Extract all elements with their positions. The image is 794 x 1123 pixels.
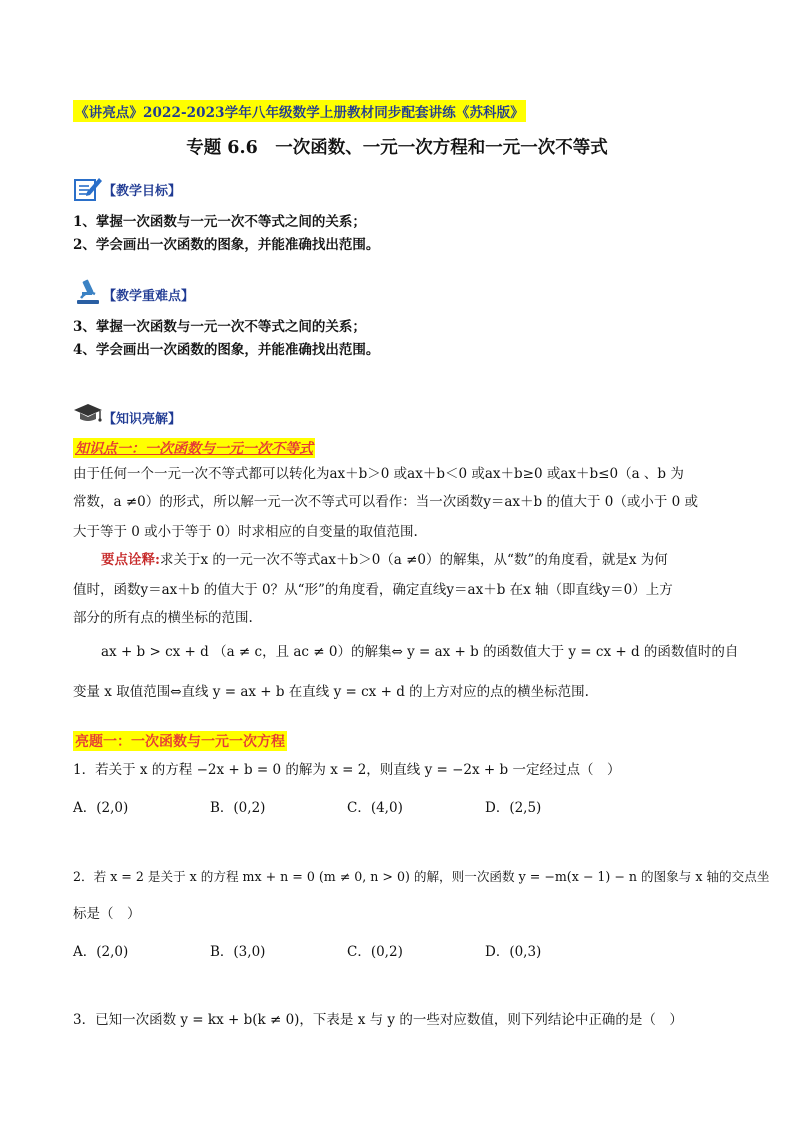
q2-option-a: A．(2,0) [73,944,129,960]
note-label: 要点诠释: [101,552,160,568]
problem-section-title: 亮题一：一次函数与一元一次方程 [73,731,287,751]
goal-item-1: 1、掌握一次函数与一元一次不等式之间的关系； [73,214,366,230]
knowledge-point-title: 知识点一：一次函数与一元一次不等式 [73,438,315,458]
microscope-icon [73,278,103,306]
page-title: 专题 6.6 一次函数、一元一次方程和一元一次不等式 [186,138,608,158]
kp-paragraph-line-1: 由于任何一个一元一次不等式都可以转化为ax＋b＞0 或ax＋b＜0 或ax＋b≥0 或ax＋b≤0（a 、b 为 [73,466,684,482]
keypoint-item-1: 3、掌握一次函数与一元一次不等式之间的关系； [73,319,366,335]
note-line-3: 部分的所有点的横坐标的范围. [73,610,253,626]
note-line-1 [101,548,668,568]
q1-option-b: B．(0,2) [210,800,266,816]
q2-option-b: B．(3,0) [210,944,266,960]
q2-option-d: D．(0,3) [485,944,542,960]
keypoint-item-2: 4、学会画出一次函数的图象，并能准确找出范围。 [73,342,380,358]
equivalence-line-1: ax + b > cx + d （a ≠ c，且 ac ≠ 0）的解集⇔ y = ax + b 的函数值大于 y = cx + d 的函数值时的自 [101,644,739,660]
q1-option-c: C．(4,0) [347,800,403,816]
equivalence-line-2: 变量 x 取值范围⇔直线 y = ax + b 在直线 y = cx + d 的上方对应的点的横坐标范围. [73,684,589,700]
section-label-goals: 【教学目标】 [103,184,182,199]
section-label-knowledge: 【知识亮解】 [103,412,182,427]
header-banner: 《讲亮点》2022-2023学年八年级数学上册教材同步配套讲练《苏科版》 [73,100,526,122]
section-label-keypoints: 【教学重难点】 [103,289,195,304]
question-2-stem-line-2: 标是（ ） [73,906,141,922]
q2-option-c: C．(0,2) [347,944,403,960]
note-line-1-text: 求关于x 的一元一次不等式ax＋b＞0（a ≠0）的解集，从“数”的角度看，就是x 为何 [159,552,668,568]
note-line-2: 值时，函数y＝ax＋b 的值大于 0？从“形”的角度看，确定直线y＝ax＋b 在x 轴（即直线y＝0）上方 [73,582,673,598]
kp-paragraph-line-2: 常数，a ≠0）的形式，所以解一元一次不等式可以看作：当一次函数y＝ax＋b 的值大于 0（或小于 0 或 [73,494,699,510]
graduation-cap-icon [73,402,103,424]
kp-paragraph-line-3: 大于等于 0 或小于等于 0）时求相应的自变量的取值范围. [73,524,418,540]
question-2-stem-line-1: 2．若 x = 2 是关于 x 的方程 mx + n = 0 (m ≠ 0, n > 0) 的解，则一次函数 y = −m(x − 1) − n 的图象与 x 轴的交点坐 [73,869,770,884]
q1-option-d: D．(2,5) [485,800,542,816]
question-1-stem: 1．若关于 x 的方程 −2x + b = 0 的解为 x = 2，则直线 y = −2x + b 一定经过点（ ） [73,762,621,778]
pencil-notepad-icon [73,174,103,202]
q1-option-a: A．(2,0) [73,800,129,816]
question-3-stem: 3．已知一次函数 y = kx + b(k ≠ 0)，下表是 x 与 y 的一些对应数值，则下列结论中正确的是（ ） [73,1012,683,1028]
goal-item-2: 2、学会画出一次函数的图象，并能准确找出范围。 [73,237,380,253]
